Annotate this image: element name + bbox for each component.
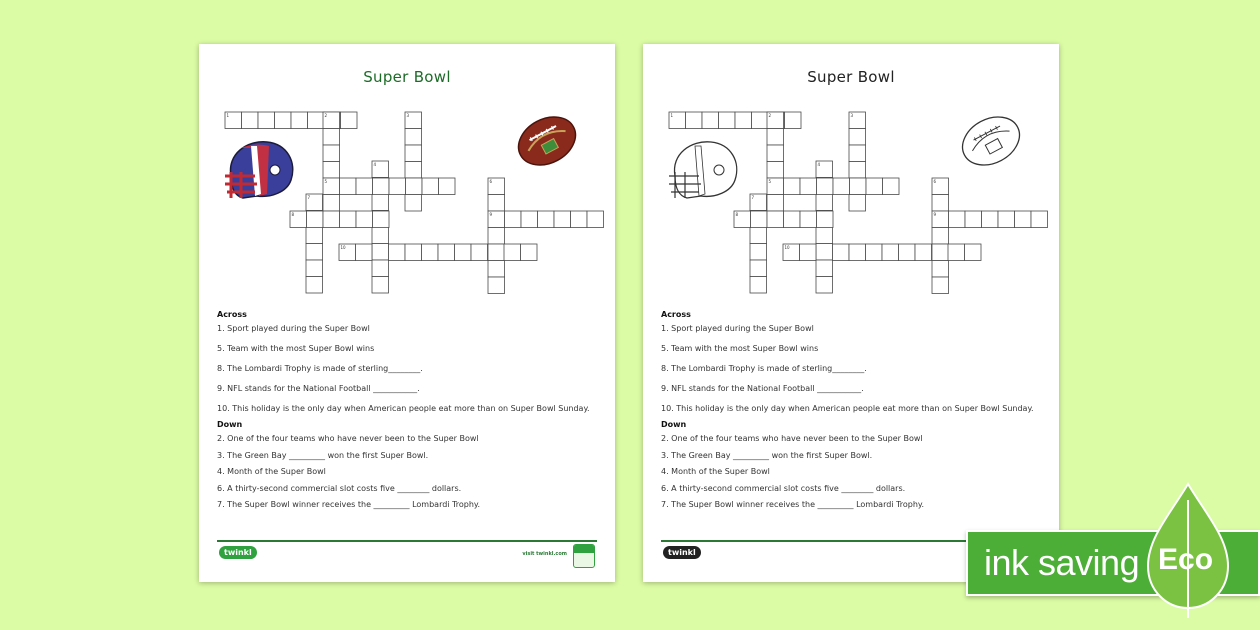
eco-label: Eco: [1158, 543, 1214, 576]
worksheet-title: Super Bowl: [807, 68, 895, 86]
crossword-cell: [356, 211, 373, 228]
crossword-cell: [488, 195, 505, 212]
clue-number: 10: [340, 245, 346, 250]
crossword-cell: [306, 260, 323, 277]
clue-number: 3: [406, 113, 410, 118]
clue-number: 8: [735, 212, 739, 217]
crossword-cell: [323, 162, 340, 179]
crossword-cell: [372, 227, 389, 244]
clue-number: 9: [933, 212, 937, 217]
crossword-cell: [752, 112, 769, 129]
clue-down-3: 3. The Green Bay _________ won the first Super Bowl.: [661, 450, 873, 460]
crossword-cell: [372, 277, 389, 294]
clue-across-10: 10. This holiday is the only day when American people eat more than on Super Bowl Sunday.: [661, 404, 1034, 413]
crossword-cell: [849, 145, 866, 162]
clue-number: 6: [489, 179, 493, 184]
clue-number: 8: [291, 212, 295, 217]
crossword-cell: [389, 244, 406, 261]
crossword-cell: [817, 211, 834, 228]
twinkl-logo: twinkl: [663, 546, 701, 559]
crossword-cell: [323, 145, 340, 162]
crossword-cell: [850, 178, 867, 195]
crossword-cell: [800, 244, 817, 261]
crossword-cell: [932, 277, 949, 294]
clue-down-7: 7. The Super Bowl winner receives the _________ Lombardi Trophy.: [217, 500, 481, 509]
across-heading: Across: [217, 310, 247, 319]
crossword-cell: [751, 211, 768, 228]
football-helmet-outline-icon: [665, 136, 741, 204]
crossword-cell: [816, 194, 833, 211]
worksheet-ink-saving: [643, 44, 1059, 582]
worksheet-color: [199, 44, 615, 582]
crossword-cell: [323, 129, 340, 146]
crossword-cell: [405, 162, 422, 179]
crossword-cell: [291, 112, 308, 129]
crossword-cell: [750, 244, 767, 261]
clue-across-5: 5. Team with the most Super Bowl wins: [217, 344, 375, 353]
crossword-cell: [932, 244, 949, 261]
crossword-cell: [356, 178, 373, 195]
crossword-cell: [866, 244, 883, 261]
clue-down-6: 6. A thirty-second commercial slot costs five ________ dollars.: [217, 483, 462, 493]
crossword-cell: [833, 244, 850, 261]
crossword-cell: [866, 178, 883, 195]
crossword-cell: [767, 145, 784, 162]
crossword-cell: [686, 112, 703, 129]
crossword-cell: [948, 244, 965, 261]
twinkl-logo: twinkl: [219, 546, 257, 559]
crossword-cell: [750, 260, 767, 277]
crossword-cell: [965, 244, 982, 261]
crossword-cell: [405, 195, 422, 212]
crossword-cell: [816, 260, 833, 277]
worksheet-title: Super Bowl: [363, 68, 451, 86]
crossword-cell: [488, 244, 505, 261]
crossword-cell: [767, 195, 784, 212]
crossword-cell: [341, 112, 358, 129]
football-outline-icon: [958, 108, 1024, 174]
crossword-cell: [488, 277, 505, 294]
clue-number: 1: [226, 113, 230, 118]
crossword-cell: [883, 178, 900, 195]
crossword-cell: [306, 227, 323, 244]
crossword-cell: [571, 211, 588, 228]
clue-across-8: 8. The Lombardi Trophy is made of sterling________.: [661, 364, 867, 373]
clue-down-4: 4. Month of the Super Bowl: [661, 467, 770, 476]
crossword-cell: [323, 195, 340, 212]
crossword-cell: [306, 244, 323, 261]
crossword-cell: [833, 178, 850, 195]
crossword-cell: [521, 211, 538, 228]
crossword-cell: [817, 178, 834, 195]
crossword-cell: [849, 129, 866, 146]
crossword-cell: [882, 244, 899, 261]
crossword-cell: [965, 211, 982, 228]
clue-number: 9: [489, 212, 493, 217]
crossword-cell: [405, 244, 422, 261]
visit-link: visit twinkl.com: [522, 551, 567, 557]
crossword-cell: [372, 244, 389, 261]
crossword-cell: [521, 244, 538, 261]
clue-down-4: 4. Month of the Super Bowl: [217, 467, 326, 476]
crossword-cell: [767, 129, 784, 146]
crossword-cell: [785, 112, 802, 129]
crossword-cell: [406, 178, 423, 195]
clue-across-1: 1. Sport played during the Super Bowl: [661, 324, 814, 333]
football-helmet-color-icon: [221, 136, 297, 204]
crossword-cell: [849, 162, 866, 179]
crossword-cell: [373, 211, 390, 228]
clue-number: 10: [784, 245, 790, 250]
crossword-cell: [439, 178, 456, 195]
clue-across-9: 9. NFL stands for the National Football ___________.: [217, 384, 420, 393]
crossword-cell: [1031, 211, 1048, 228]
crossword-cell: [538, 211, 555, 228]
clue-across-5: 5. Team with the most Super Bowl wins: [661, 344, 819, 353]
crossword-cell: [899, 244, 916, 261]
crossword-cell: [915, 244, 932, 261]
crossword-cell: [998, 211, 1015, 228]
clue-number: 5: [324, 179, 328, 184]
clues: [217, 310, 599, 517]
clue-number: 4: [817, 162, 821, 167]
clue-number: 3: [850, 113, 854, 118]
crossword-cell: [471, 244, 488, 261]
crossword-cell: [816, 277, 833, 294]
crossword-cell: [932, 261, 949, 278]
clue-number: 5: [768, 179, 772, 184]
crossword-cell: [932, 228, 949, 245]
clue-down-2: 2. One of the four teams who have never been to the Super Bowl: [217, 434, 479, 443]
footer-divider: [217, 540, 597, 542]
clue-number: 1: [670, 113, 674, 118]
crossword-cell: [849, 244, 866, 261]
crossword-cell: [308, 112, 325, 129]
crossword-cell: [438, 244, 455, 261]
down-heading: Down: [661, 420, 687, 429]
clue-number: 4: [373, 162, 377, 167]
crossword-cell: [949, 211, 966, 228]
clue-number: 2: [324, 113, 328, 118]
crossword-cell: [719, 112, 736, 129]
crossword-cell: [306, 277, 323, 294]
crossword-cell: [767, 211, 784, 228]
clues: [661, 310, 1043, 517]
crossword-cell: [275, 112, 292, 129]
crossword-cell: [784, 178, 801, 195]
clue-down-2: 2. One of the four teams who have never been to the Super Bowl: [661, 434, 923, 443]
crossword-cell: [307, 211, 324, 228]
clue-number: 7: [307, 195, 311, 200]
crossword-cell: [405, 129, 422, 146]
crossword-cell: [800, 211, 817, 228]
crossword-cell: [932, 195, 949, 212]
clue-down-3: 3. The Green Bay _________ won the first Super Bowl.: [217, 450, 429, 460]
clue-across-1: 1. Sport played during the Super Bowl: [217, 324, 370, 333]
crossword-cell: [816, 244, 833, 261]
crossword-cell: [767, 162, 784, 179]
crossword-cell: [372, 260, 389, 277]
across-heading: Across: [661, 310, 691, 319]
crossword-cell: [849, 195, 866, 212]
clue-across-9: 9. NFL stands for the National Football ___________.: [661, 384, 864, 393]
crossword-cell: [800, 178, 817, 195]
crossword-cell: [1015, 211, 1032, 228]
down-heading: Down: [217, 420, 243, 429]
clue-number: 7: [751, 195, 755, 200]
clue-down-6: 6. A thirty-second commercial slot costs five ________ dollars.: [661, 483, 906, 493]
crossword-cell: [242, 112, 259, 129]
clue-across-10: 10. This holiday is the only day when American people eat more than on Super Bowl Sunday.: [217, 404, 590, 413]
crossword-cell: [389, 178, 406, 195]
clue-down-7: 7. The Super Bowl winner receives the _________ Lombardi Trophy.: [661, 500, 925, 509]
quality-badge-icon: [573, 544, 595, 568]
crossword-cell: [735, 112, 752, 129]
crossword-cell: [323, 211, 340, 228]
crossword-cell: [750, 277, 767, 294]
football-color-icon: [514, 108, 580, 174]
crossword-cell: [488, 228, 505, 245]
crossword-cell: [373, 178, 390, 195]
crossword-cell: [504, 244, 521, 261]
crossword-cell: [372, 194, 389, 211]
crossword-cell: [554, 211, 571, 228]
crossword-cell: [340, 178, 357, 195]
crossword-cell: [488, 261, 505, 278]
ink-saving-label: ink saving: [984, 542, 1140, 583]
clue-across-8: 8. The Lombardi Trophy is made of sterling________.: [217, 364, 423, 373]
crossword-cell: [422, 244, 439, 261]
crossword-cell: [405, 145, 422, 162]
crossword-cell: [982, 211, 999, 228]
clue-number: 2: [768, 113, 772, 118]
clue-number: 6: [933, 179, 937, 184]
crossword-cell: [750, 227, 767, 244]
crossword-cell: [340, 211, 357, 228]
crossword-cell: [702, 112, 719, 129]
crossword-cell: [258, 112, 275, 129]
crossword-cell: [784, 211, 801, 228]
crossword-cell: [816, 227, 833, 244]
crossword-cell: [505, 211, 522, 228]
crossword-cell: [587, 211, 604, 228]
crossword-cell: [455, 244, 472, 261]
crossword-cell: [422, 178, 439, 195]
crossword-cell: [356, 244, 373, 261]
